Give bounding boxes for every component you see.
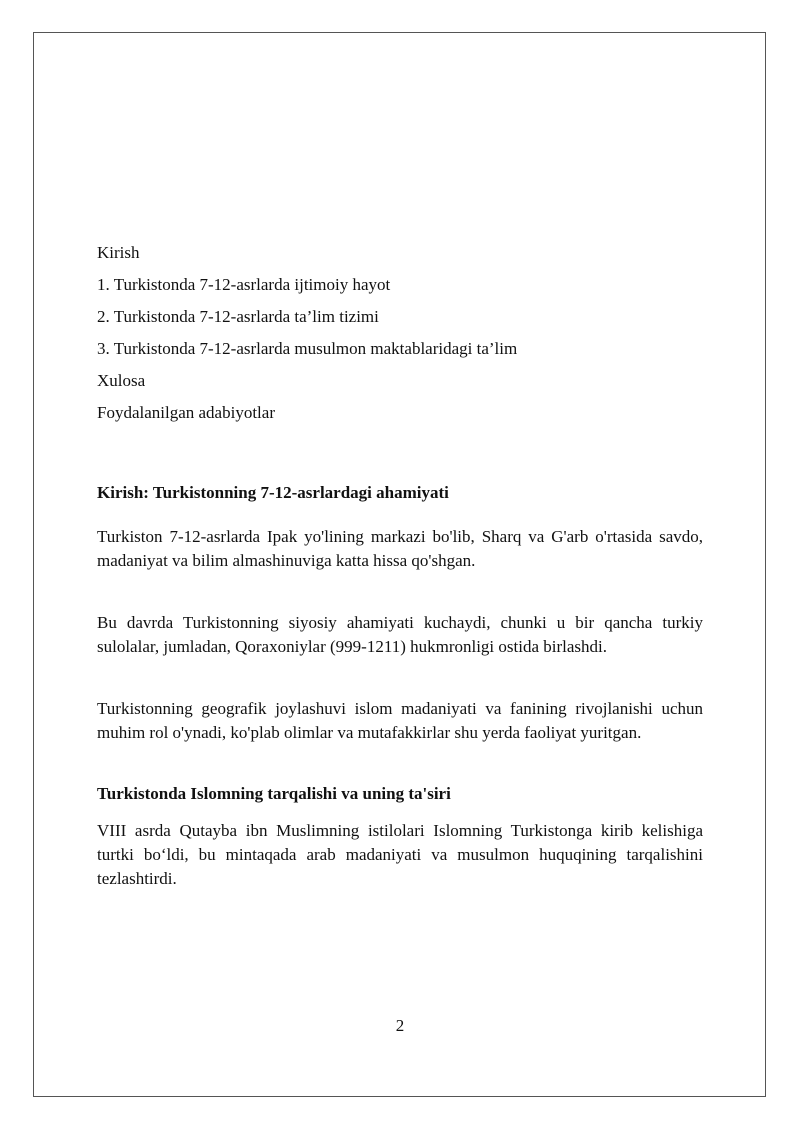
toc-item-3: 3. Turkistonda 7-12-asrlarda musulmon maktablaridagi ta’lim	[97, 339, 518, 358]
section-heading-islam: Turkistonda Islomning tarqalishi va uning ta'siri	[97, 784, 451, 803]
toc-item-2: 2. Turkistonda 7-12-asrlarda ta’lim tizimi	[97, 307, 379, 326]
table-of-contents	[97, 242, 703, 424]
toc-item-conclusion: Xulosa	[97, 371, 146, 390]
paragraph: Turkistonning geografik joylashuvi islom madaniyati va fanining rivojlanishi uchun muhim rol o'ynadi, ko'plab olimlar va mutafakkirlar shu yerda faoliyat yuritgan.	[97, 699, 703, 742]
document-body	[97, 242, 703, 891]
toc-item-intro: Kirish	[97, 243, 140, 262]
toc-item-references: Foydalanilgan adabiyotlar	[97, 403, 275, 422]
section-heading-intro: Kirish: Turkistonning 7-12-asrlardagi ahamiyati	[97, 483, 449, 502]
page-number: 2	[395, 1016, 405, 1035]
paragraph: VIII asrda Qutayba ibn Muslimning istilolari Islomning Turkistonga kirib kelishiga turtki bo‘ldi, bu mintaqada arab madaniyati va musulmon huquqining tarqalishini tezlashtirdi.	[97, 821, 703, 888]
toc-item-1: 1. Turkistonda 7-12-asrlarda ijtimoiy hayot	[97, 275, 391, 294]
paragraph: Turkiston 7-12-asrlarda Ipak yo'lining markazi bo'lib, Sharq va G'arb o'rtasida savdo, madaniyat va bilim almashinuviga katta hissa qo'shgan.	[97, 527, 703, 570]
paragraph: Bu davrda Turkistonning siyosiy ahamiyati kuchaydi, chunki u bir qancha turkiy sulolalar, jumladan, Qoraxoniylar (999-1211) hukmronligi ostida birlashdi.	[97, 613, 703, 656]
